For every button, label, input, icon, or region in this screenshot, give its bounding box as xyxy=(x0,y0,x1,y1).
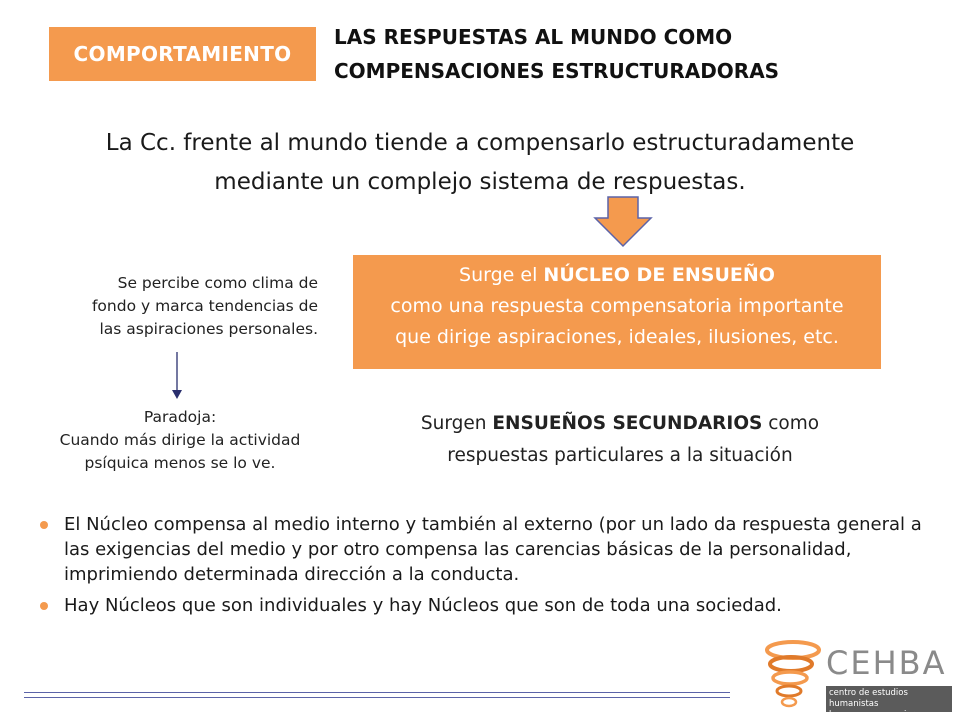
lead-paragraph xyxy=(40,124,920,202)
small-down-arrow-icon xyxy=(170,352,184,400)
bullet-text: El Núcleo compensa al medio interno y también al externo (por un lado da respuesta general a las exigencias del medio y por otro compensa las carencias básicas de la personalidad, imprimiendo determinada dirección a la conducta. xyxy=(64,514,922,585)
nucleus-prefix: Surge el xyxy=(459,264,544,286)
side-note-line3: las aspiraciones personales. xyxy=(99,320,318,338)
cehba-logo xyxy=(760,638,955,720)
bullet-text: Hay Núcleos que son individuales y hay Núcleos que son de toda una sociedad. xyxy=(64,595,782,616)
footer-rule xyxy=(24,697,730,698)
paradox-line3: psíquica menos se lo ve. xyxy=(84,454,276,472)
nucleus-emphasis: NÚCLEO DE ENSUEÑO xyxy=(543,264,775,286)
slide-title-line2: COMPENSACIONES ESTRUCTURADORAS xyxy=(334,59,780,83)
secondary-emphasis: ENSUEÑOS SECUNDARIOS xyxy=(492,413,763,434)
lead-line2: mediante un complejo sistema de respuestas. xyxy=(214,169,746,195)
logo-subtitle-line2: buenos aires xyxy=(829,710,938,720)
slide-title-line1: LAS RESPUESTAS AL MUNDO COMO xyxy=(334,25,733,49)
paradox-line2: Cuando más dirige la actividad xyxy=(59,431,301,449)
down-arrow-icon xyxy=(593,196,653,248)
slide-title xyxy=(334,20,894,88)
bullet-item xyxy=(38,512,928,587)
secondary-suffix: como xyxy=(762,413,820,434)
secondary-line1 xyxy=(330,408,910,440)
nucleus-line3: que dirige aspiraciones, ideales, ilusiones, etc. xyxy=(395,326,839,348)
side-note-line2: fondo y marca tendencias de xyxy=(91,297,318,315)
side-note xyxy=(30,272,318,341)
section-tag: COMPORTAMIENTO xyxy=(49,27,316,81)
bullet-dot-icon xyxy=(40,602,48,610)
secondary-prefix: Surgen xyxy=(420,413,493,434)
bullet-dot-icon xyxy=(40,521,48,529)
paradox-note xyxy=(25,406,335,475)
logo-wordmark: CEHBA xyxy=(826,644,947,682)
side-note-line1: Se percibe como clima de xyxy=(117,274,318,292)
logo-subtitle xyxy=(826,686,952,720)
bullet-item xyxy=(38,593,928,618)
secondary-dreams xyxy=(330,408,910,472)
lead-line1: La Cc. frente al mundo tiende a compensarlo estructuradamente xyxy=(105,130,855,156)
footer-rule xyxy=(24,692,730,693)
logo-subtitle-line1: centro de estudios humanistas xyxy=(829,688,908,709)
paradox-label: Paradoja: xyxy=(143,408,217,426)
nucleus-line2: como una respuesta compensatoria importante xyxy=(390,295,844,317)
bullet-list xyxy=(38,512,928,624)
secondary-line2: respuestas particulares a la situación xyxy=(447,445,793,466)
nucleus-line1 xyxy=(353,260,881,291)
nucleus-callout xyxy=(353,255,881,369)
spiral-logo-icon xyxy=(762,638,824,714)
